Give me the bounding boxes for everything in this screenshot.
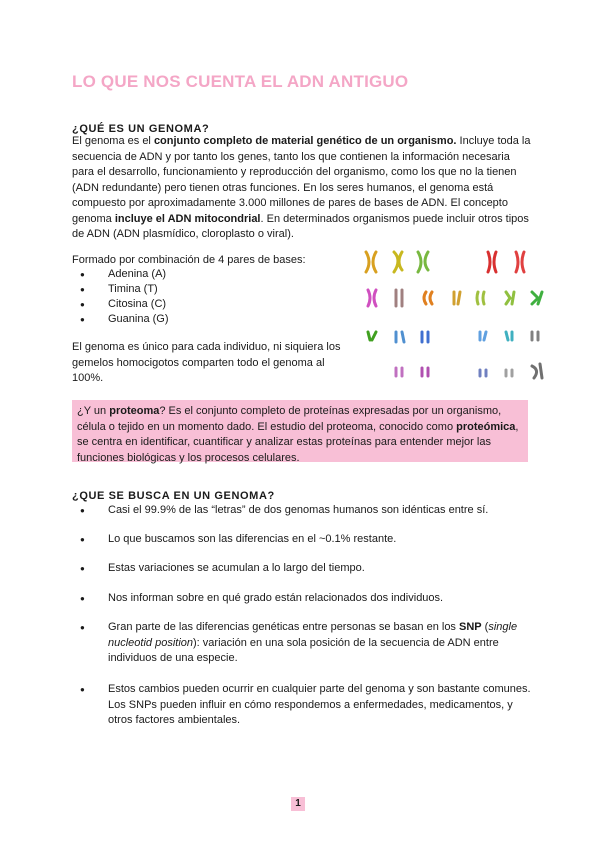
list-item: ● Estas variaciones se acumulan a lo largo del tiempo.: [80, 561, 540, 577]
proteome-callout: ¿Y un proteoma? Es el conjunto completo de proteínas expresadas por un organismo, célula o tejido en un momento dado. El estudio del proteoma, conocido como proteómica, se centra en identificar, cuantificar y analizar estas proteínas para entender mejor las funciones biológicas y los procesos celulares.: [72, 400, 528, 462]
list-item: ● Casi el 99.9% de las “letras” de dos genomas humanos son idénticas entre sí.: [80, 503, 540, 519]
list-item: ● Lo que buscamos son las diferencias en el ~0.1% restante.: [80, 532, 540, 548]
unique-genome-paragraph: El genoma es único para cada individuo, ni siquiera los gemelos homocigotos comparten todo el genoma al 100%.: [72, 341, 341, 384]
section-heading-genoma: ¿QUÉ ES UN GENOMA?: [72, 123, 210, 135]
bases-list: [80, 267, 169, 327]
page-number: 1: [291, 797, 305, 811]
list-item: ● Nos informan sobre en qué grado están relacionados dos individuos.: [80, 591, 540, 607]
karyotype-image: [356, 244, 548, 388]
list-item: ● Adenina (A): [80, 267, 169, 282]
section-heading-busca: ¿QUE SE BUSCA EN UN GENOMA?: [72, 490, 275, 502]
bases-intro: Formado por combinación de 4 pares de bases:: [72, 254, 306, 266]
list-item-snp: ● Gran parte de las diferencias genéticas entre personas se basan en los SNP (single nucleotid position): variación en una sola posición de la secuencia de ADN entre individuos de una especie.: [80, 620, 540, 667]
genome-definition-paragraph: El genoma es el conjunto completo de material genético de un organismo. Incluye toda la secuencia de ADN y por tanto los genes, tanto los que contienen la información necesaria para el desarrollo, funcionamiento y reproducción del organismo, como los que no la tienen (ADN redundante) pero tienen otras funciones. En los seres humanos, el genoma está compuesto por aproximadamente 3.000 millones de pares de bases de ADN. El concepto genoma incluye el ADN mitocondrial. En determinados organismos puede incluir otros tipos de ADN (ADN plasmídico, cloroplasto o viral).: [72, 135, 531, 240]
page-title: LO QUE NOS CUENTA EL ADN ANTIGUO: [72, 72, 409, 91]
list-item: ● Guanina (G): [80, 312, 169, 327]
list-item: ● Estos cambios pueden ocurrir en cualquier parte del genoma y son bastante comunes. Los SNPs pueden influir en cómo respondemos a enfermedades, medicamentos, y otros factores ambientales.: [80, 682, 540, 729]
list-item: ● Timina (T): [80, 282, 169, 297]
list-item: ● Citosina (C): [80, 297, 169, 312]
